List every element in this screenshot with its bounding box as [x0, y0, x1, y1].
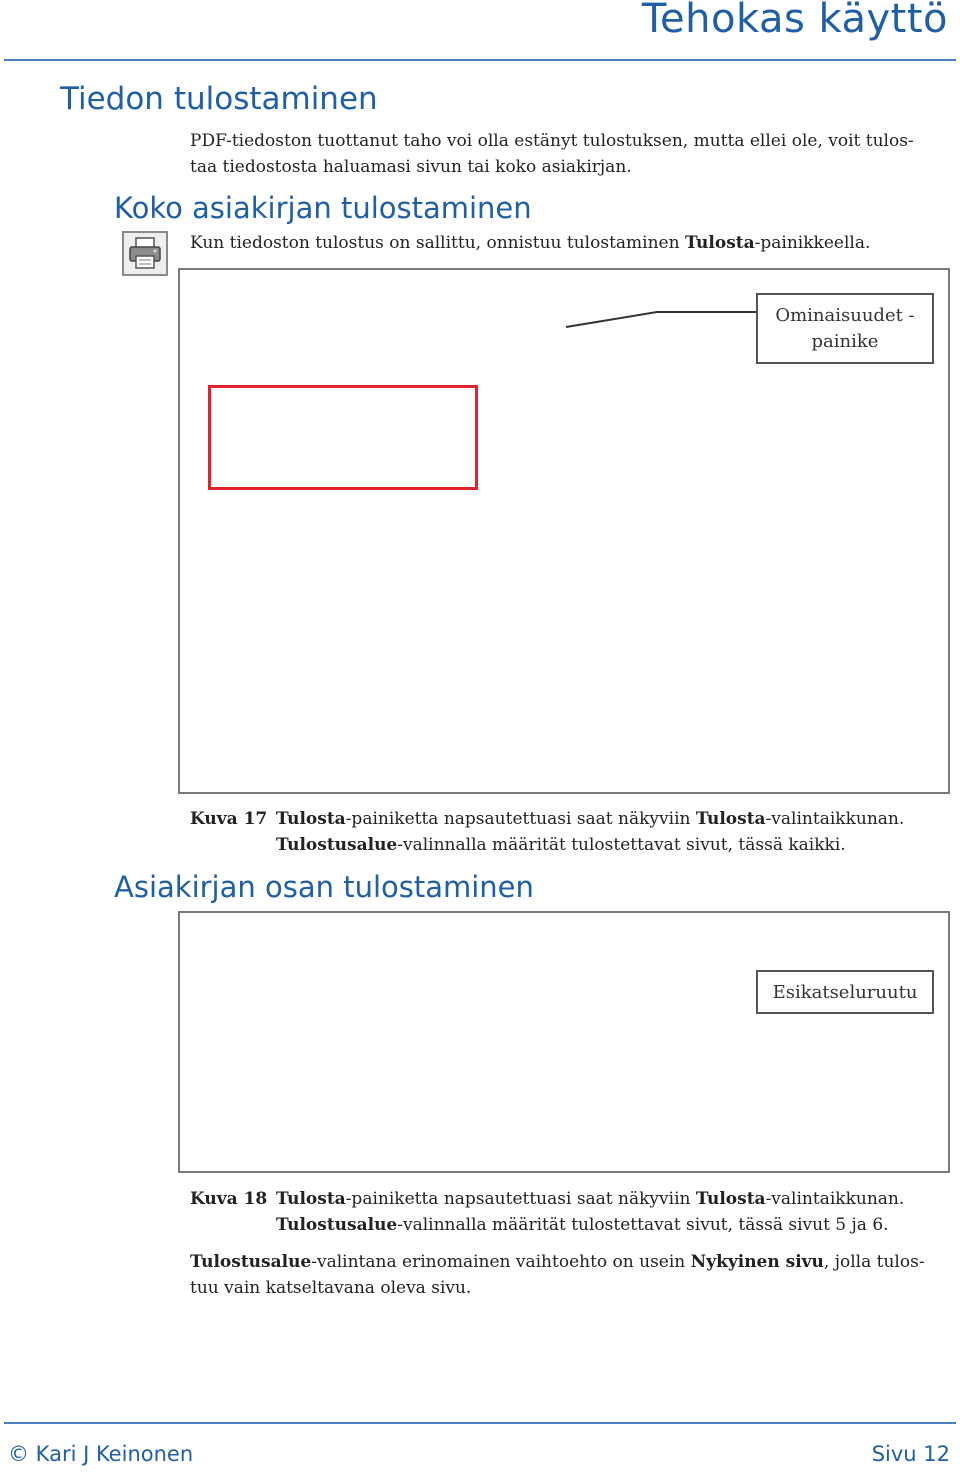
figure-17-caption-body: [276, 806, 956, 858]
caption-text: -painiketta napsautettuasi saat näkyviin: [345, 1189, 696, 1209]
caption-bold: Tulosta: [276, 809, 346, 829]
paragraph-bold: Tulostusalue: [190, 1252, 312, 1272]
caption-text: -painiketta napsautettuasi saat näkyviin: [345, 809, 696, 829]
closing-paragraph: [190, 1249, 950, 1301]
figure-17-caption: [190, 806, 950, 860]
callout-properties-button: Ominaisuudet -painike: [756, 293, 934, 364]
caption-bold: Tulostusalue: [276, 835, 398, 855]
running-header-title: Tehokas käyttö: [641, 0, 948, 42]
print-instruction-suffix: -painikkeella.: [754, 233, 871, 253]
figure-18-print-dialog-screenshot: [178, 911, 950, 1173]
figure-17-label: Kuva 17: [190, 809, 268, 829]
caption-text: -valinnalla määrität tulostettavat sivut, tässä kaikki.: [397, 835, 846, 855]
caption-text: -valintaikkunan.: [765, 1189, 905, 1209]
caption-text: -valinnalla määrität tulostettavat sivut, tässä sivut 5 ja 6.: [397, 1215, 889, 1235]
caption-bold: Tulostusalue: [276, 1215, 398, 1235]
paragraph-text: , jolla tulos-tuu vain katseltavana oleva sivu.: [190, 1252, 925, 1298]
footer-author: © Kari J Keinonen: [8, 1442, 194, 1466]
paragraph-text: -valintana erinomainen vaihtoehto on usein: [311, 1252, 691, 1272]
subsection-title-partial-document: Asiakirjan osan tulostaminen: [114, 870, 534, 904]
caption-bold: Tulosta: [695, 1189, 766, 1209]
figure-18-caption-body: [276, 1186, 956, 1238]
caption-text: -valintaikkunan.: [765, 809, 905, 829]
callout-preview-pane: Esikatseluruutu: [756, 970, 934, 1014]
caption-bold: Tulosta: [695, 809, 766, 829]
callout-leader-properties: [566, 312, 756, 327]
figure-18-caption: [190, 1186, 950, 1240]
print-instruction-text: Kun tiedoston tulostus on sallittu, onnistuu tulostaminen: [190, 233, 685, 253]
footer-page-number: Sivu 12: [871, 1442, 950, 1466]
paragraph-bold: Nykyinen sivu: [690, 1252, 824, 1272]
section-title: Tiedon tulostaminen: [60, 81, 378, 117]
caption-bold: Tulosta: [276, 1189, 346, 1209]
subsection-title-whole-document: Koko asiakirjan tulostaminen: [114, 191, 532, 225]
print-instruction-bold: Tulosta: [684, 233, 755, 253]
footer-rule: [4, 1422, 956, 1424]
figure-18-label: Kuva 18: [190, 1189, 268, 1209]
intro-paragraph: PDF-tiedoston tuottanut taho voi olla estänyt tulostuksen, mutta ellei ole, voit tulos-taa tiedostosta haluamasi sivun tai koko asiakirjan.: [190, 131, 914, 177]
